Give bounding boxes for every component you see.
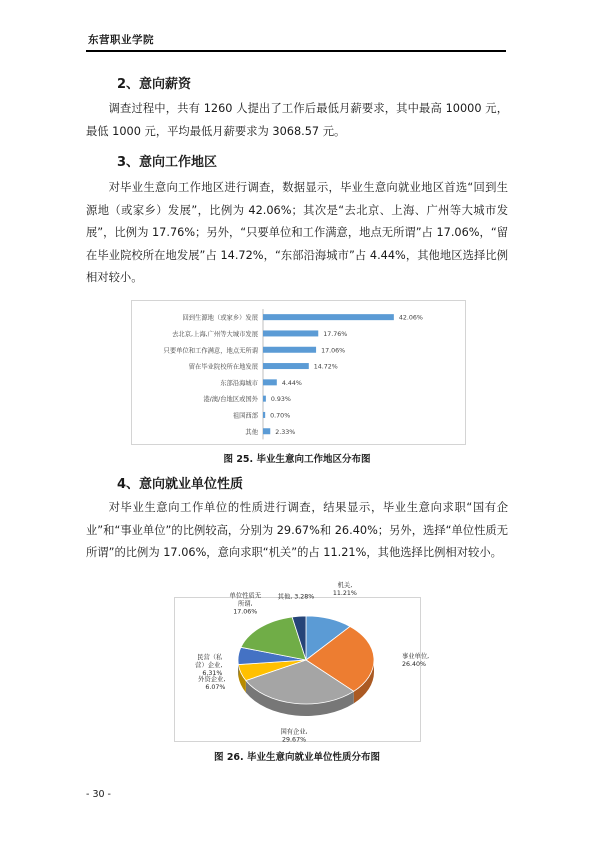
bar-value-label: 0.93% (270, 396, 291, 404)
bar (263, 347, 316, 353)
salary-paragraph-text: 调查过程中，共有 1260 人提出了工作后最低月薪要求，其中最高 10000 元，最低 1000 元，平均最低月薪要求为 3068.57 元。 (86, 102, 508, 138)
pie-slice-label: 国有企业, 29.67% (280, 728, 308, 744)
bar (263, 330, 318, 336)
bar-value-label: 17.06% (321, 347, 346, 355)
employer-type-paragraph-text: 对毕业生意向工作单位的性质进行调查，结果显示，毕业生意向求职“国有企业”和“事业单位”的比例较高，分别为 29.67%和 26.40%；另外，选择“单位性质无所谓”的比例为 17.06%，意向求职“机关”的占 11.21%，其他选择比例相对较小。 (86, 501, 508, 559)
pie-slice-label: 民营（私营）企业, 6.31% (195, 654, 223, 678)
bar-category-label: 港/澳/台地区或国外 (203, 396, 258, 404)
bar-category-label: 东部沿海城市 (220, 379, 258, 387)
bar-value-label: 4.44% (281, 379, 302, 387)
bar-category-label: 回到生源地（或家乡）发展 (182, 314, 258, 322)
page-number: - 30 - (86, 789, 111, 800)
bar-category-label: 只要单位和工作满意，地点无所谓 (163, 347, 258, 355)
bar (263, 396, 266, 402)
header-title: 东营职业学院 (88, 34, 154, 46)
bar-category-label: 留在毕业院校所在地发展 (188, 363, 258, 371)
header-divider (86, 50, 506, 52)
region-paragraph (86, 177, 508, 290)
section-heading-employer-type: 4、意向就业单位性质 (117, 477, 244, 492)
employer-type-pie-svg (175, 582, 430, 744)
region-chart-caption: 图 25. 毕业生意向工作地区分布图 (223, 454, 371, 465)
salary-paragraph (86, 98, 508, 143)
region-paragraph-text: 对毕业生意向工作地区进行调查，数据显示，毕业生意向就业地区首选“回到生源地（或家乡）发展”，比例为 42.06%；其次是“去北京、上海、广州等大城市发展”，比例为 17.76%；另外，“只要单位和工作满意，地点无所谓”占 17.06%，“留在毕业院校所在地发展”占 14.72%，“东部沿海城市”占 4.44%，其他地区选择比例相对较小。 (86, 181, 508, 284)
bar-category-label: 去北京,上海,广州等大城市发展 (172, 330, 258, 338)
section-heading-salary: 2、意向薪资 (117, 77, 192, 92)
bar-category-label: 其他 (245, 428, 258, 436)
bar (263, 314, 394, 320)
employer-type-chart-caption: 图 26. 毕业生意向就业单位性质分布图 (214, 752, 380, 763)
bar (263, 412, 265, 418)
region-bar-chart-svg (132, 301, 465, 444)
bar (263, 379, 277, 385)
bar-value-label: 42.06% (398, 314, 423, 322)
employer-type-chart (174, 582, 430, 744)
employer-type-paragraph (86, 497, 508, 565)
region-chart (131, 300, 466, 445)
bar-value-label: 2.33% (275, 428, 296, 436)
bar (263, 363, 309, 369)
bar-value-label: 0.70% (270, 412, 291, 420)
pie-slice-label: 外资企业, 6.07% (198, 676, 226, 692)
bar (263, 428, 270, 434)
bar-value-label: 17.76% (323, 330, 348, 338)
pie-slice-label: 单位性质无所谓, 17.06% (229, 592, 262, 616)
bar-category-label: 祖国西部 (232, 412, 258, 420)
pie-slice-label: 机关, 11.21% (332, 582, 357, 598)
pie-slice-label: 其他, 3.28% (277, 593, 315, 601)
pie-slice-label: 事业单位, 26.40% (401, 653, 430, 669)
bar-value-label: 14.72% (313, 363, 338, 371)
section-heading-region: 3、意向工作地区 (117, 155, 218, 170)
